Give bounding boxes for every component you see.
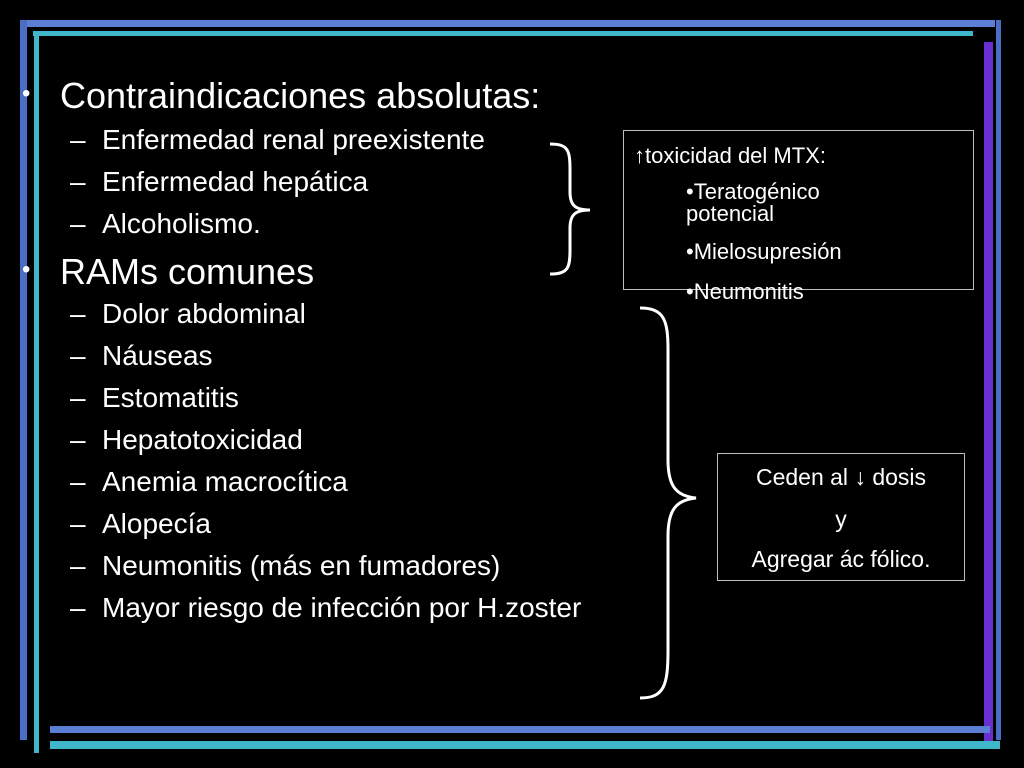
list-item: •Neumonitis [686,279,804,304]
list-item: – Enfermedad renal preexistente [70,124,485,155]
bullet: • [22,80,31,107]
frame-bottom-blue [50,726,990,733]
frame-bottom-cyan [50,741,1000,749]
arrow-down-icon: ↓ [854,464,866,490]
heading-rams-comunes: • RAMs comunes [22,251,315,292]
brace-small [540,140,600,280]
frame-top-cyan [33,31,973,36]
list-item: •Mielosupresión [686,239,842,264]
frame-right-purple [984,42,993,748]
arrow-up-icon: ↑ [634,143,645,168]
list-item: – Hepatotoxicidad [70,424,303,455]
dose-line-1: Ceden al ↓ dosis [755,464,927,490]
brace-large [630,300,710,705]
list-item: – Mayor riesgo de infección por H.zoster [70,592,582,623]
list-item: – Enfermedad hepática [70,166,369,197]
list-item: – Náuseas [70,340,213,371]
dose-line-3: Agregar ác fólico. [751,546,931,572]
toxicity-callout [623,130,974,304]
slide-bullet-list [20,75,582,623]
list-item: – Estomatitis [70,382,239,413]
list-item: – Dolor abdominal [70,298,306,329]
dose-callout [717,453,965,581]
heading-contraindicaciones: • Contraindicaciones absolutas: [22,75,541,116]
frame-right-blue [996,20,1001,740]
list-item: – Alopecía [70,508,211,539]
toxicity-title: ↑toxicidad del MTX: [634,143,826,168]
frame-top-blue [20,20,995,27]
bullet: • [22,256,31,283]
list-item: •Teratogénico potencial [686,179,820,226]
dose-line-2: y [835,506,847,532]
list-item: – Anemia macrocítica [70,466,348,497]
list-item: – Alcoholismo. [70,208,261,239]
list-item: – Neumonitis (más en fumadores) [70,550,501,581]
